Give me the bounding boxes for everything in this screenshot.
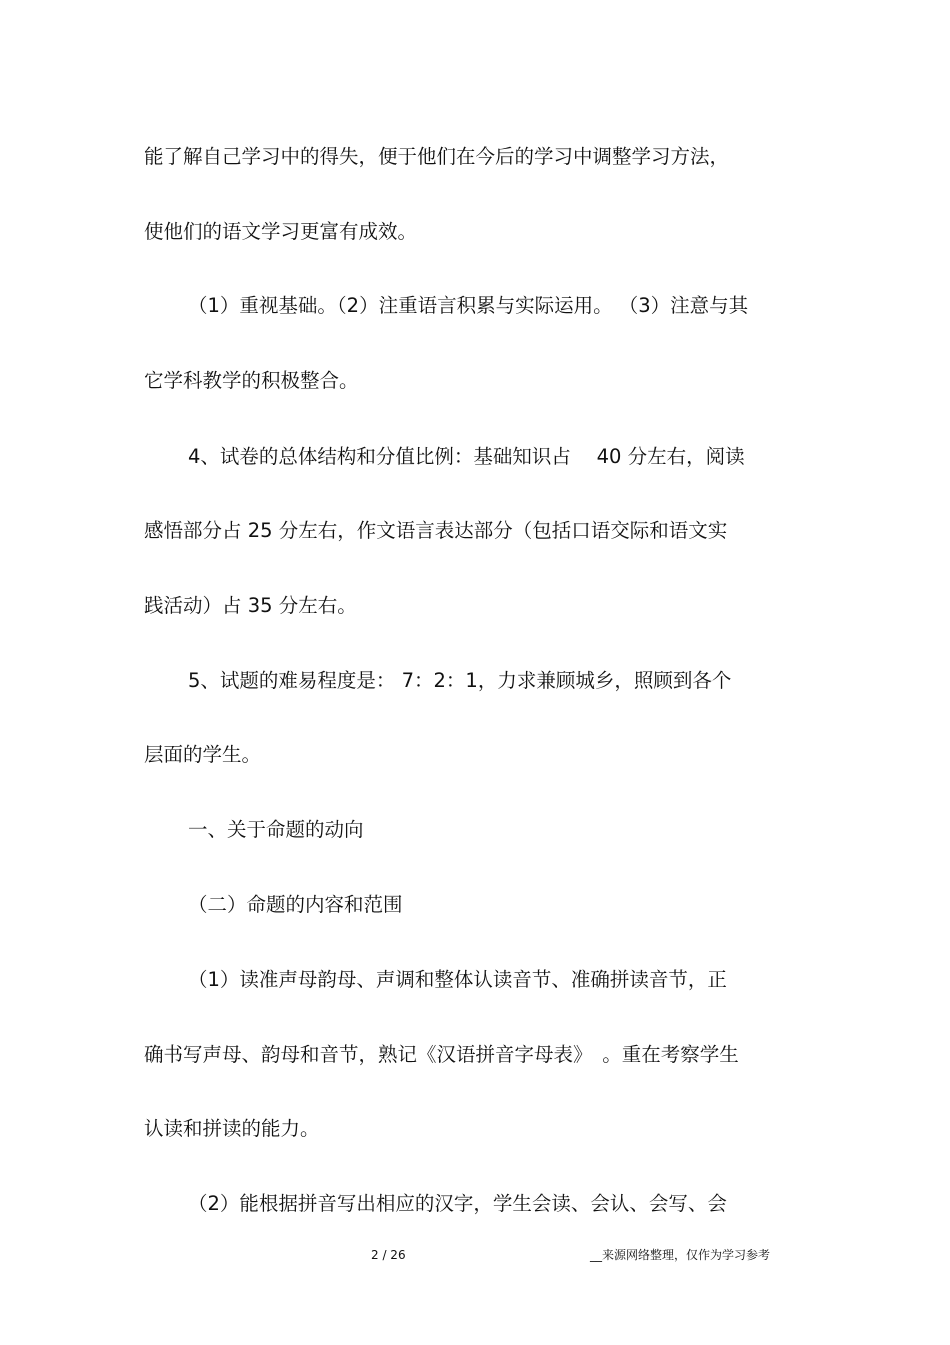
text-line: （2）能根据拼音写出相应的汉字，学生会读、会认、会写、会	[188, 1192, 727, 1215]
subsection-heading: （二）命题的内容和范围	[188, 893, 403, 916]
text-line: 层面的学生。	[144, 743, 262, 766]
text-line: （1）重视基础。（2）注重语言积累与实际运用。 （3）注意与其	[188, 294, 749, 317]
source-note: __来源网络整理，仅作为学习参考	[590, 1248, 771, 1262]
text-line: 4、试卷的总体结构和分值比例：基础知识占 40 分左右，阅读	[188, 445, 745, 468]
section-heading: 一、关于命题的动向	[188, 818, 364, 841]
text-line: 使他们的语文学习更富有成效。	[144, 220, 418, 243]
text-line: 5、试题的难易程度是： 7：2：1，力求兼顾城乡，照顾到各个	[188, 669, 732, 692]
text-line: 感悟部分占 25 分左右，作文语言表达部分（包括口语交际和语文实	[144, 519, 728, 542]
page-number: 2 / 26	[371, 1248, 406, 1262]
text-line: 它学科教学的积极整合。	[144, 369, 359, 392]
text-line: 认读和拼读的能力。	[144, 1117, 320, 1140]
text-line: 确书写声母、韵母和音节，熟记《汉语拼音字母表》 。重在考察学生	[144, 1043, 739, 1066]
text-line: （1）读准声母韵母、声调和整体认读音节、准确拼读音节，正	[188, 968, 727, 991]
text-line: 践活动）占 35 分左右。	[144, 594, 357, 617]
text-line: 能了解自己学习中的得失，便于他们在今后的学习中调整学习方法，	[144, 145, 730, 168]
